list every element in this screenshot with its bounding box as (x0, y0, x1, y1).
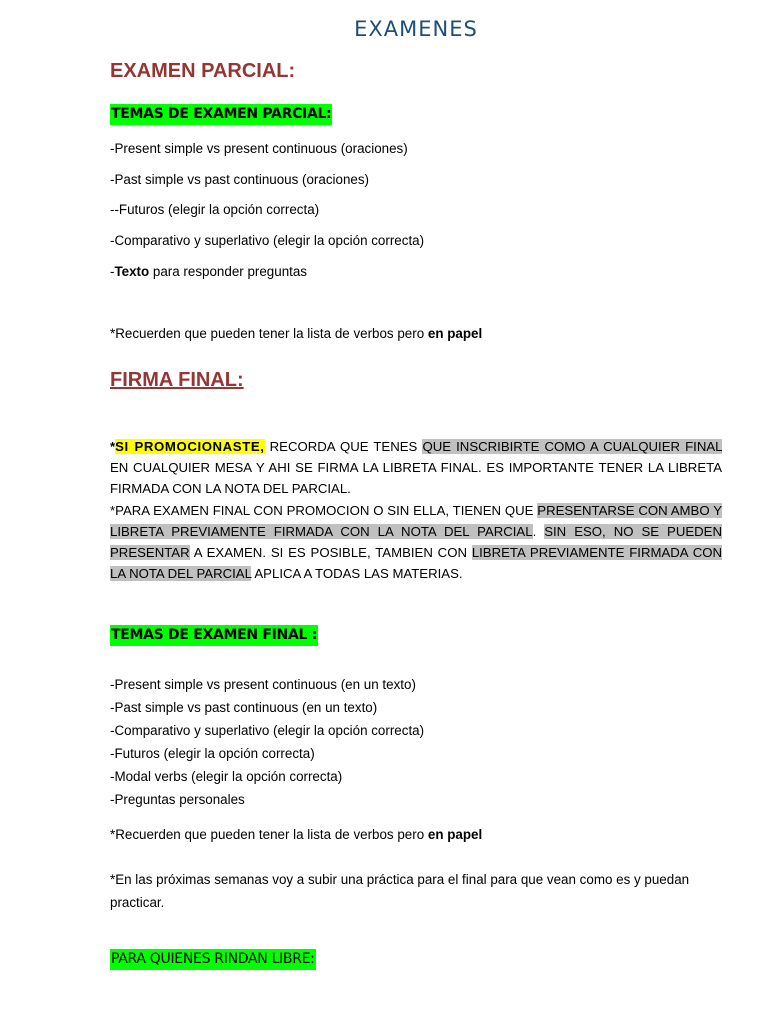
final-topic-1: -Present simple vs present continuous (en un texto) (110, 677, 416, 692)
parcial-topic-2: -Past simple vs past continuous (oraciones) (110, 172, 369, 187)
practice-note: *En las próximas semanas voy a subir una práctica para el final para que vean como es y puedan practicar. (110, 872, 690, 910)
temas-parcial-heading: TEMAS DE EXAMEN PARCIAL: (110, 104, 332, 125)
firma-highlight-3: SIN ESO, NO SE PUEDEN PRESENTAR (110, 523, 722, 561)
parcial-topic-3: --Futuros (elegir la opción correcta) (110, 202, 320, 217)
firma-text-6: APLICA A TODAS LAS MATERIAS. (251, 566, 463, 582)
parcial-topic-1: -Present simple vs present continuous (oraciones) (110, 141, 408, 156)
temas-final-heading: TEMAS DE EXAMEN FINAL : (110, 625, 318, 646)
firma-text-5: A EXAMEN. SI ES POSIBLE, TAMBIEN CON (189, 545, 472, 561)
si-promocionaste-highlight: SI PROMOCIONASTE, (115, 439, 265, 454)
firma-text-2: EN CUALQUIER MESA Y AHI SE FIRMA LA LIBRETA FINAL. ES IMPORTANTE TENER LA LIBRETA FIRMADA CON LA NOTA DEL PARCIAL. (110, 460, 722, 497)
firma-text-1: RECORDA QUE TENES (264, 439, 423, 454)
final-topic-3: -Comparativo y superlativo (elegir la opción correcta) (110, 723, 425, 738)
final-note-bold: en papel (427, 827, 483, 842)
final-topic-5: -Modal verbs (elegir la opción correcta) (110, 769, 343, 784)
firma-final-paragraph (110, 436, 722, 584)
firma-final-heading: FIRMA FINAL: (110, 369, 244, 391)
examen-parcial-heading: EXAMEN PARCIAL: (110, 60, 296, 82)
final-topic-2: -Past simple vs past continuous (en un texto) (110, 700, 378, 715)
final-topic-6: -Preguntas personales (110, 792, 245, 807)
firma-text-4: . (532, 523, 545, 539)
libre-heading: PARA QUIENES RINDAN LIBRE: (110, 949, 316, 970)
parcial-note-bold: en papel (427, 326, 483, 341)
final-note-text: *Recuerden que pueden tener la lista de verbos pero (110, 827, 428, 842)
parcial-topic-4: -Comparativo y superlativo (elegir la opción correcta) (110, 233, 425, 248)
topic-text-bold: Texto (114, 264, 150, 279)
parcial-topic-5 (110, 263, 307, 281)
parcial-note (110, 325, 482, 343)
final-topic-4: -Futuros (elegir la opción correcta) (110, 746, 315, 761)
topic-text-rest: para responder preguntas (149, 264, 308, 279)
firma-text-3: *PARA EXAMEN FINAL CON PROMOCION O SIN ELLA, TIENEN QUE (110, 502, 538, 518)
parcial-note-text: *Recuerden que pueden tener la lista de verbos pero (110, 326, 428, 341)
document-title: EXAMENES (354, 17, 478, 41)
firma-highlight-4: LIBRETA PREVIAMENTE FIRMADA CON LA NOTA DEL PARCIAL (110, 545, 722, 582)
final-topics-list (110, 673, 424, 811)
firma-highlight-2: PRESENTARSE CON AMBO Y LIBRETA PREVIAMENTE FIRMADA CON LA NOTA DEL PARCIAL (110, 502, 722, 539)
firma-star: * (110, 439, 116, 454)
final-note (110, 826, 482, 844)
firma-highlight-1: QUE INSCRIBIRTE COMO A CUALQUIER FINAL (422, 439, 722, 454)
topic-text-prefix: - (110, 264, 115, 279)
